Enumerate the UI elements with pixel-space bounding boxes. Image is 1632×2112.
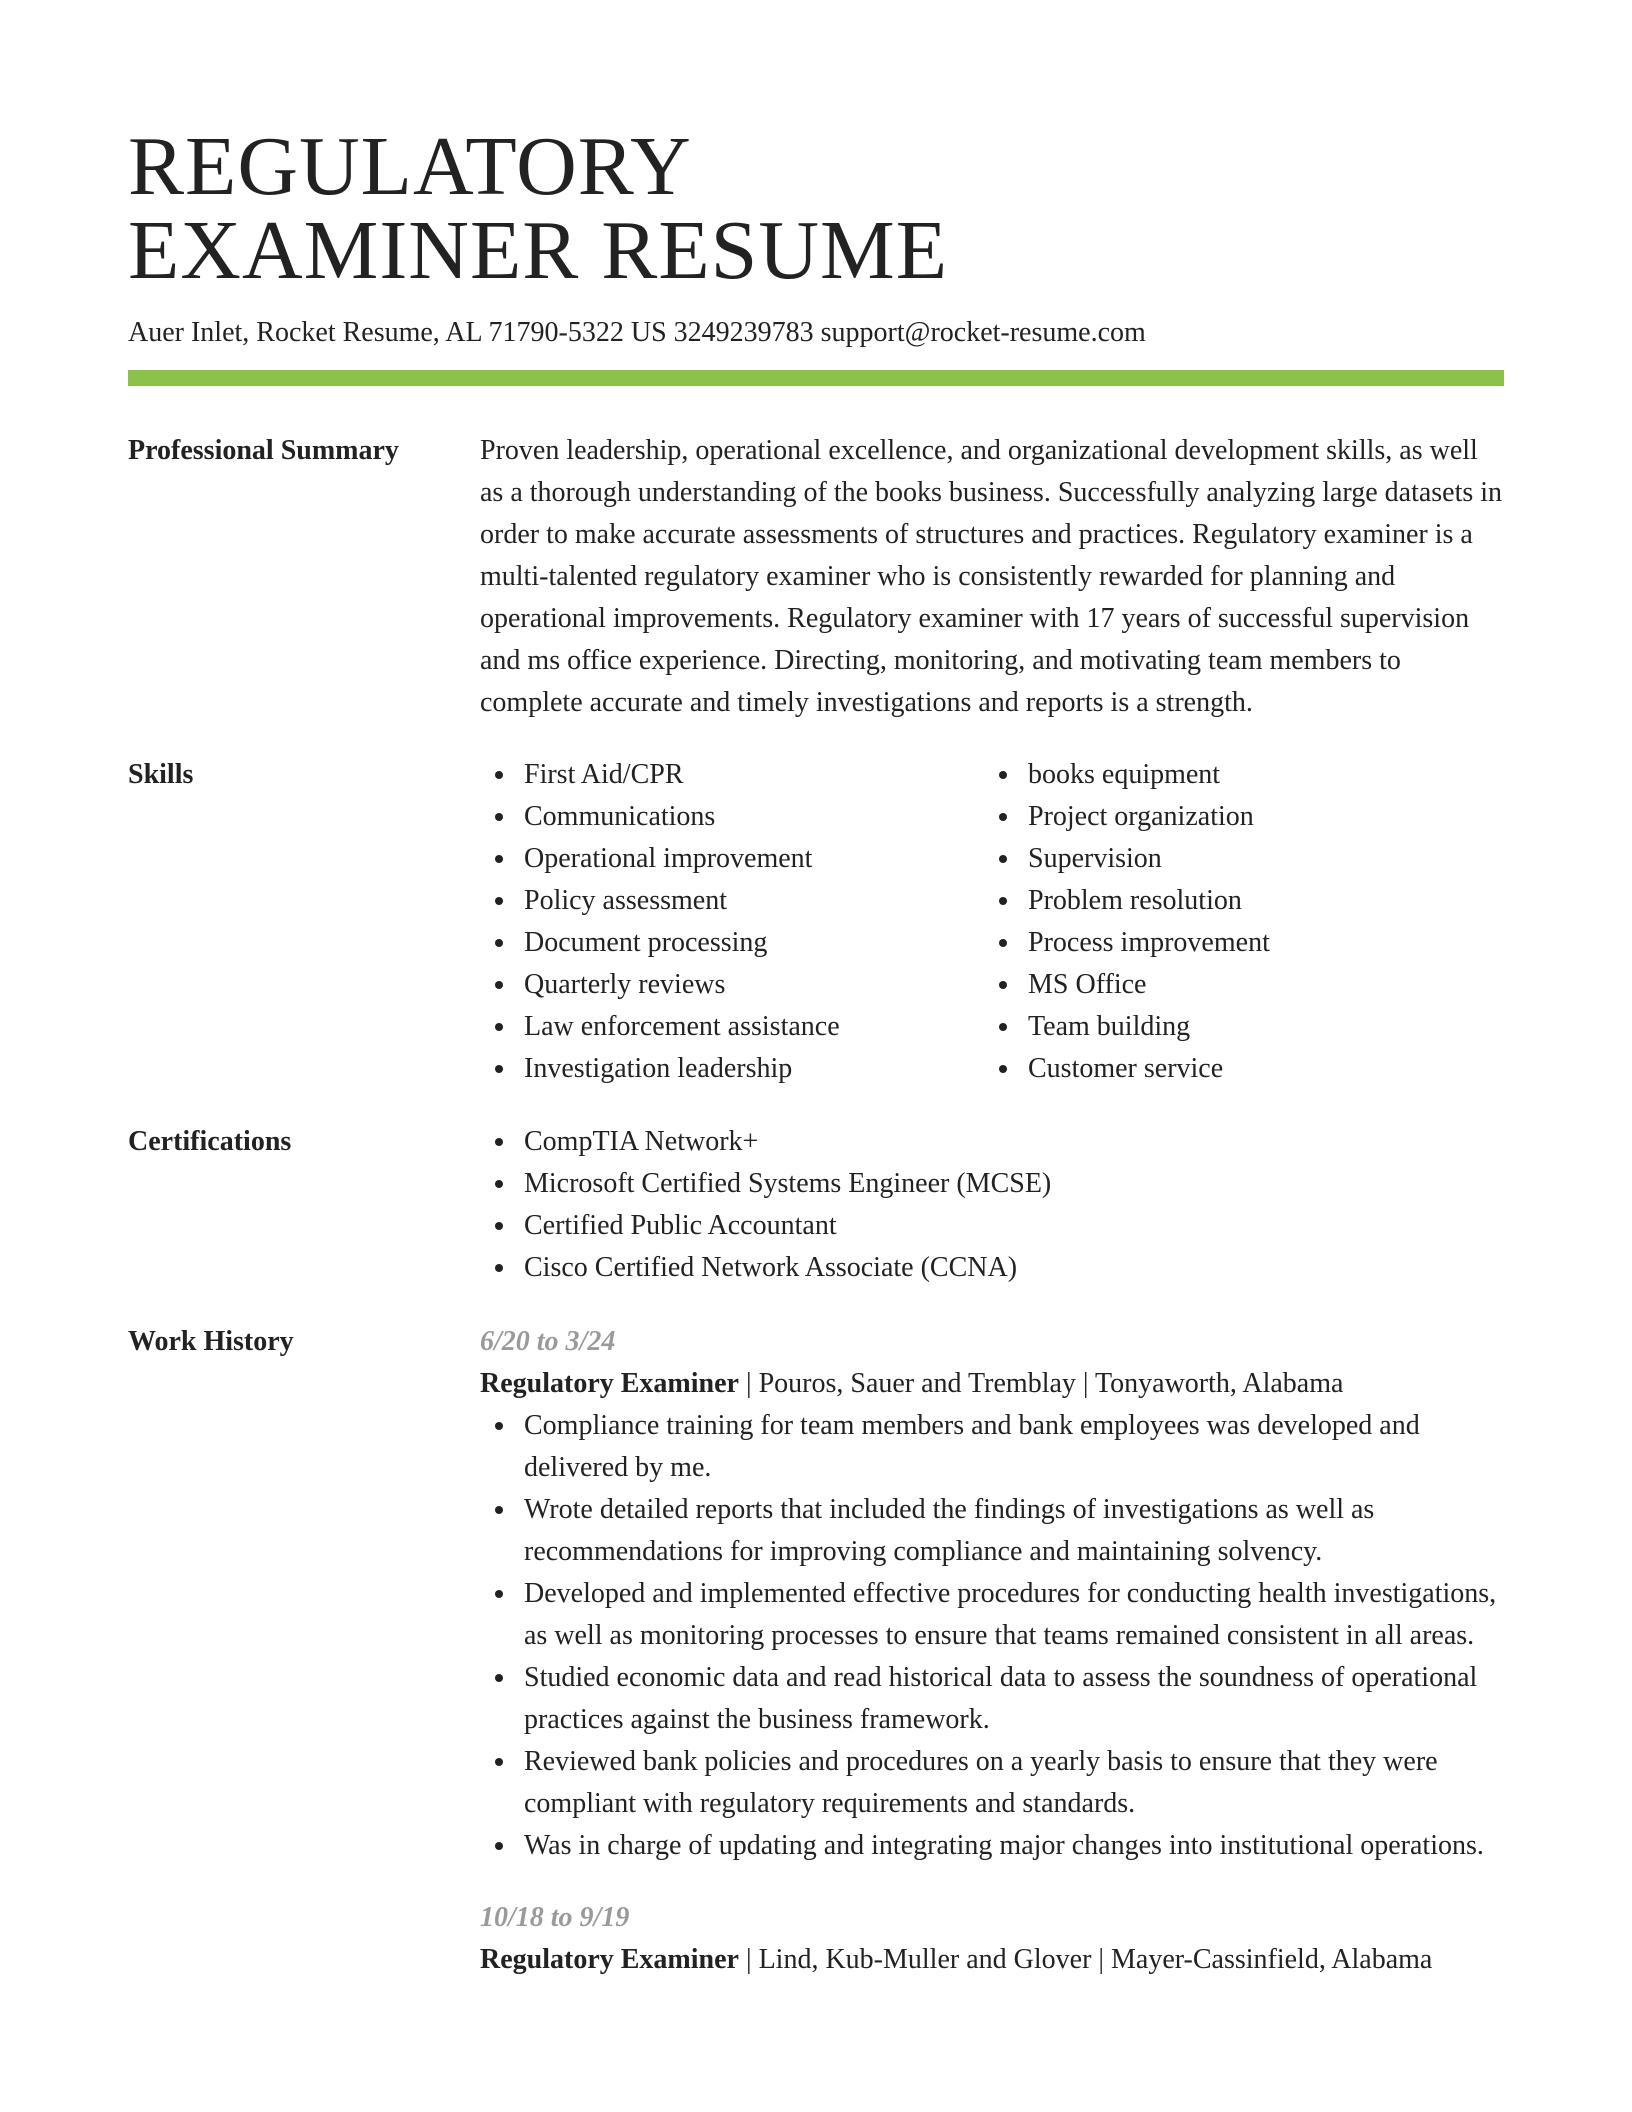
list-item: Was in charge of updating and integrating major changes into institutional operations. bbox=[480, 1825, 1504, 1867]
list-item: Investigation leadership bbox=[480, 1048, 980, 1090]
title-line-1: REGULATORY bbox=[128, 120, 692, 213]
job-employer-location: | Lind, Kub-Muller and Glover | Mayer-Cassinfield, Alabama bbox=[738, 1944, 1433, 1975]
list-item: CompTIA Network+ bbox=[480, 1121, 1504, 1163]
title-line-2: EXAMINER RESUME bbox=[128, 204, 949, 297]
resume-title bbox=[128, 120, 949, 297]
list-item: First Aid/CPR bbox=[480, 754, 980, 796]
list-item: Wrote detailed reports that included the findings of investigations as well as recommendations for improving compliance and maintaining solvency. bbox=[480, 1489, 1504, 1573]
job-entry bbox=[480, 1897, 1504, 1981]
list-item: Studied economic data and read historical data to assess the soundness of operational practices against the business framework. bbox=[480, 1657, 1504, 1741]
work-history-label: Work History bbox=[128, 1326, 294, 1357]
job-title: Regulatory Examiner bbox=[480, 1368, 739, 1399]
certifications-label: Certifications bbox=[128, 1126, 292, 1157]
list-item: Problem resolution bbox=[984, 880, 1484, 922]
certifications-list bbox=[480, 1121, 1504, 1289]
list-item: books equipment bbox=[984, 754, 1484, 796]
list-item: MS Office bbox=[984, 964, 1484, 1006]
list-item: Cisco Certified Network Associate (CCNA) bbox=[480, 1247, 1504, 1289]
list-item: Customer service bbox=[984, 1048, 1484, 1090]
job-title: Regulatory Examiner bbox=[480, 1944, 739, 1975]
skills-list bbox=[480, 754, 1504, 1090]
job-heading bbox=[480, 1939, 1504, 1981]
list-item: Team building bbox=[984, 1006, 1484, 1048]
job-bullets bbox=[480, 1405, 1504, 1867]
list-item: Document processing bbox=[480, 922, 980, 964]
summary-label: Professional Summary bbox=[128, 435, 399, 466]
list-item: Supervision bbox=[984, 838, 1484, 880]
list-item: Compliance training for team members and bank employees was developed and delivered by me. bbox=[480, 1405, 1504, 1489]
list-item: Law enforcement assistance bbox=[480, 1006, 980, 1048]
skills-label: Skills bbox=[128, 759, 194, 790]
list-item: Certified Public Accountant bbox=[480, 1205, 1504, 1247]
list-item: Reviewed bank policies and procedures on a yearly basis to ensure that they were compliant with regulatory requirements and standards. bbox=[480, 1741, 1504, 1825]
list-item: Operational improvement bbox=[480, 838, 980, 880]
list-item: Microsoft Certified Systems Engineer (MCSE) bbox=[480, 1163, 1504, 1205]
job-employer-location: | Pouros, Sauer and Tremblay | Tonyaworth, Alabama bbox=[738, 1368, 1344, 1399]
job-dates: 10/18 to 9/19 bbox=[480, 1902, 630, 1933]
skills-column-2 bbox=[984, 754, 1484, 1090]
list-item: Developed and implemented effective procedures for conducting health investigations, as well as monitoring processes to ensure that teams remained consistent in all areas. bbox=[480, 1573, 1504, 1657]
job-dates: 6/20 to 3/24 bbox=[480, 1326, 616, 1357]
list-item: Process improvement bbox=[984, 922, 1484, 964]
summary-text: Proven leadership, operational excellence, and organizational development skills, as well as a thorough understanding of the books business. Successfully analyzing large datasets in order to make accurate assessments of structures and practices. Regulatory examiner is a multi-talented regulatory examiner who is consistently rewarded for planning and operational improvements. Regulatory examiner with 17 years of successful supervision and ms office experience. Directing, monitoring, and motivating team members to complete accurate and timely investigations and reports is a strength. bbox=[480, 435, 1503, 718]
job-heading bbox=[480, 1363, 1504, 1405]
list-item: Communications bbox=[480, 796, 980, 838]
skills-column-1 bbox=[480, 754, 980, 1090]
contact-info: Auer Inlet, Rocket Resume, AL 71790-5322 US 3249239783 support@rocket-resume.com bbox=[128, 317, 1146, 348]
list-item: Quarterly reviews bbox=[480, 964, 980, 1006]
list-item: Project organization bbox=[984, 796, 1484, 838]
list-item: Policy assessment bbox=[480, 880, 980, 922]
job-entry bbox=[480, 1321, 1504, 1867]
accent-divider bbox=[128, 370, 1504, 386]
